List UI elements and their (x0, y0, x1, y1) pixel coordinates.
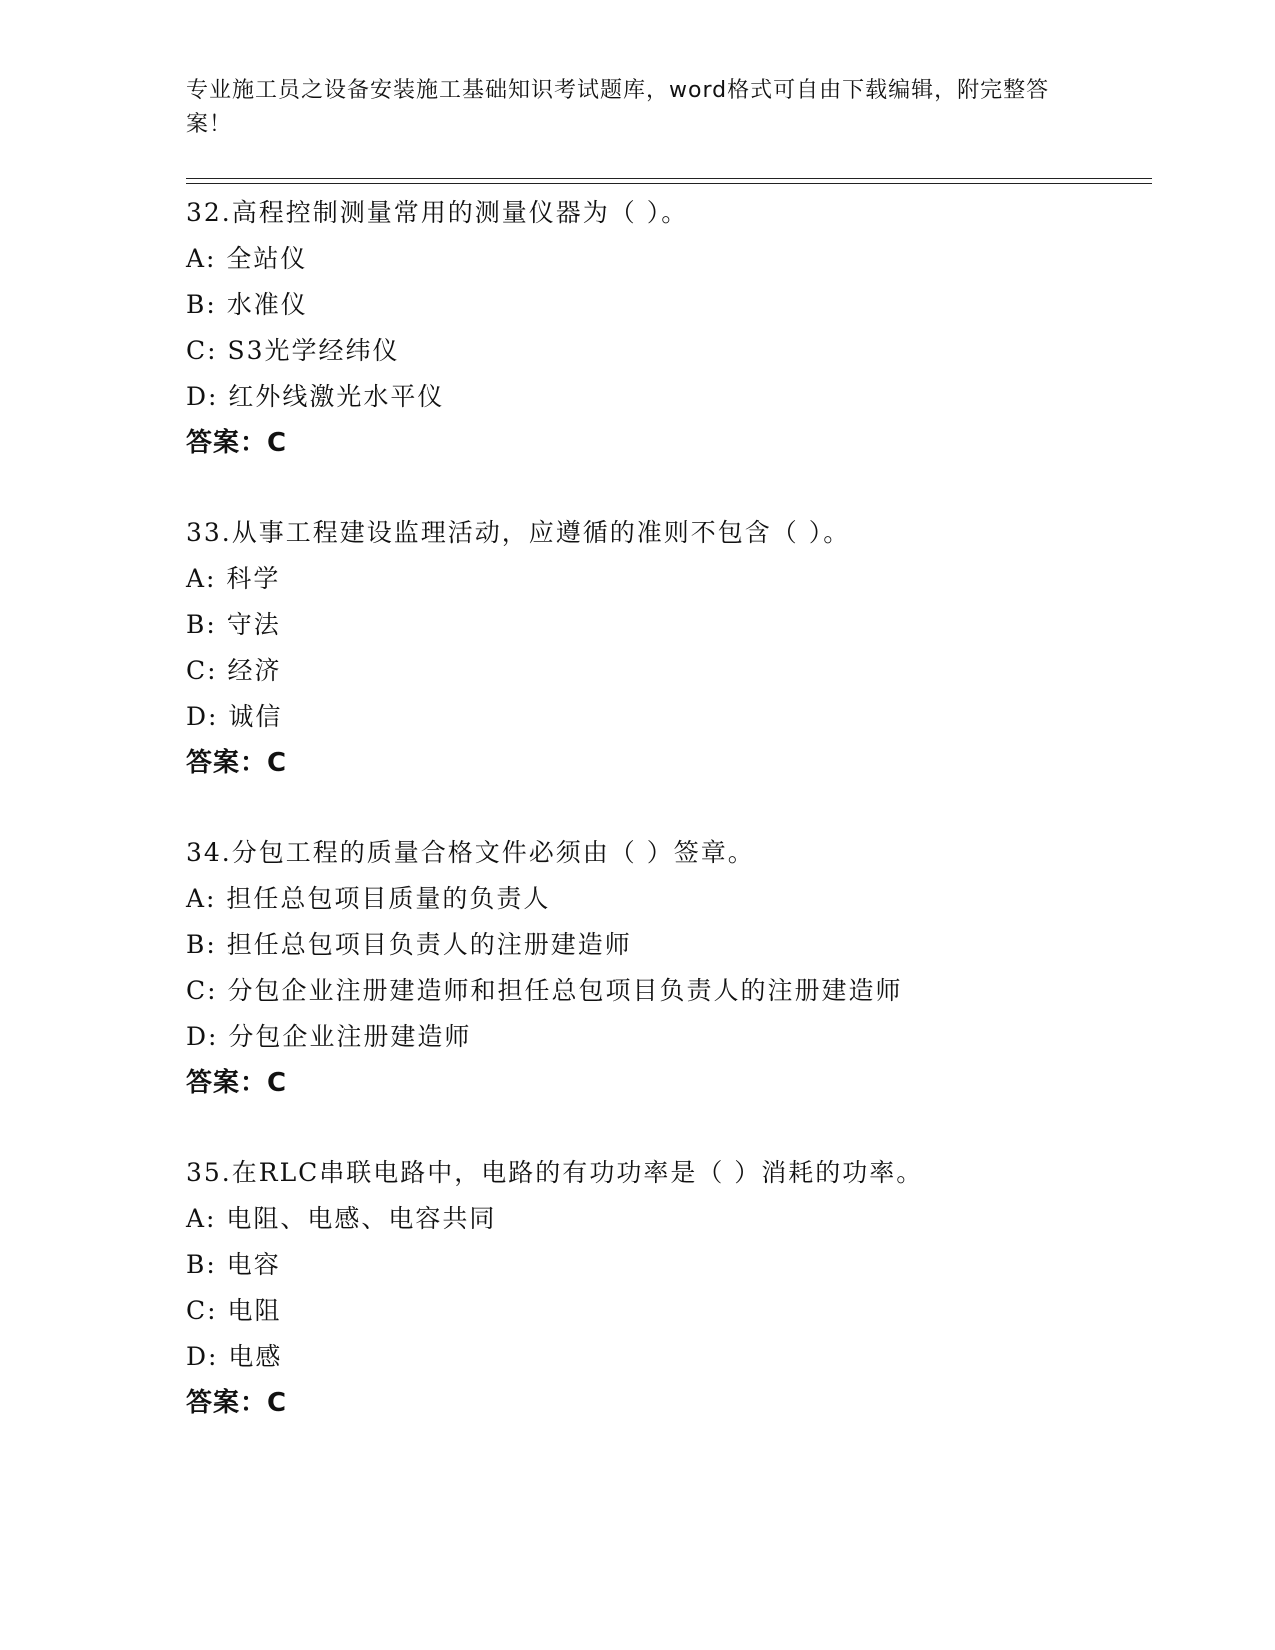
question-stem: 34.分包工程的质量合格文件必须由（ ）签章。 (186, 838, 755, 867)
answer: 答案：C (186, 428, 288, 458)
option-b: B: 水准仪 (186, 290, 308, 319)
option-d: D: 电感 (186, 1342, 283, 1371)
option-a: A: 担任总包项目质量的负责人 (186, 884, 551, 913)
option-c: C: 经济 (186, 656, 282, 685)
option-b: B: 守法 (186, 610, 281, 639)
question-35 (186, 1150, 1146, 1426)
header-divider-top (186, 178, 1152, 179)
question-stem: 32.高程控制测量常用的测量仪器为（ ）。 (186, 198, 689, 227)
option-b: B: 电容 (186, 1250, 281, 1279)
option-a: A: 电阻、电感、电容共同 (186, 1204, 497, 1233)
option-b: B: 担任总包项目负责人的注册建造师 (186, 930, 632, 959)
question-32 (186, 190, 1146, 466)
question-34 (186, 830, 1146, 1106)
question-33 (186, 510, 1146, 786)
question-stem: 35.在RLC串联电路中，电路的有功功率是（ ）消耗的功率。 (186, 1158, 924, 1187)
question-stem: 33.从事工程建设监理活动，应遵循的准则不包含（ ）。 (186, 518, 851, 547)
option-c: C: 分包企业注册建造师和担任总包项目负责人的注册建造师 (186, 976, 903, 1005)
option-a: A: 全站仪 (186, 244, 308, 273)
answer: 答案：C (186, 1388, 288, 1418)
option-a: A: 科学 (186, 564, 281, 593)
answer: 答案：C (186, 748, 288, 778)
answer: 答案：C (186, 1068, 288, 1098)
option-d: D: 红外线激光水平仪 (186, 382, 445, 411)
option-d: D: 分包企业注册建造师 (186, 1022, 472, 1051)
document-header: 专业施工员之设备安装施工基础知识考试题库，word格式可自由下载编辑，附完整答案！ (186, 78, 1050, 137)
option-c: C: 电阻 (186, 1296, 282, 1325)
option-c: C: S3光学经纬仪 (186, 336, 400, 365)
header-divider-bottom (186, 183, 1152, 184)
option-d: D: 诚信 (186, 702, 283, 731)
